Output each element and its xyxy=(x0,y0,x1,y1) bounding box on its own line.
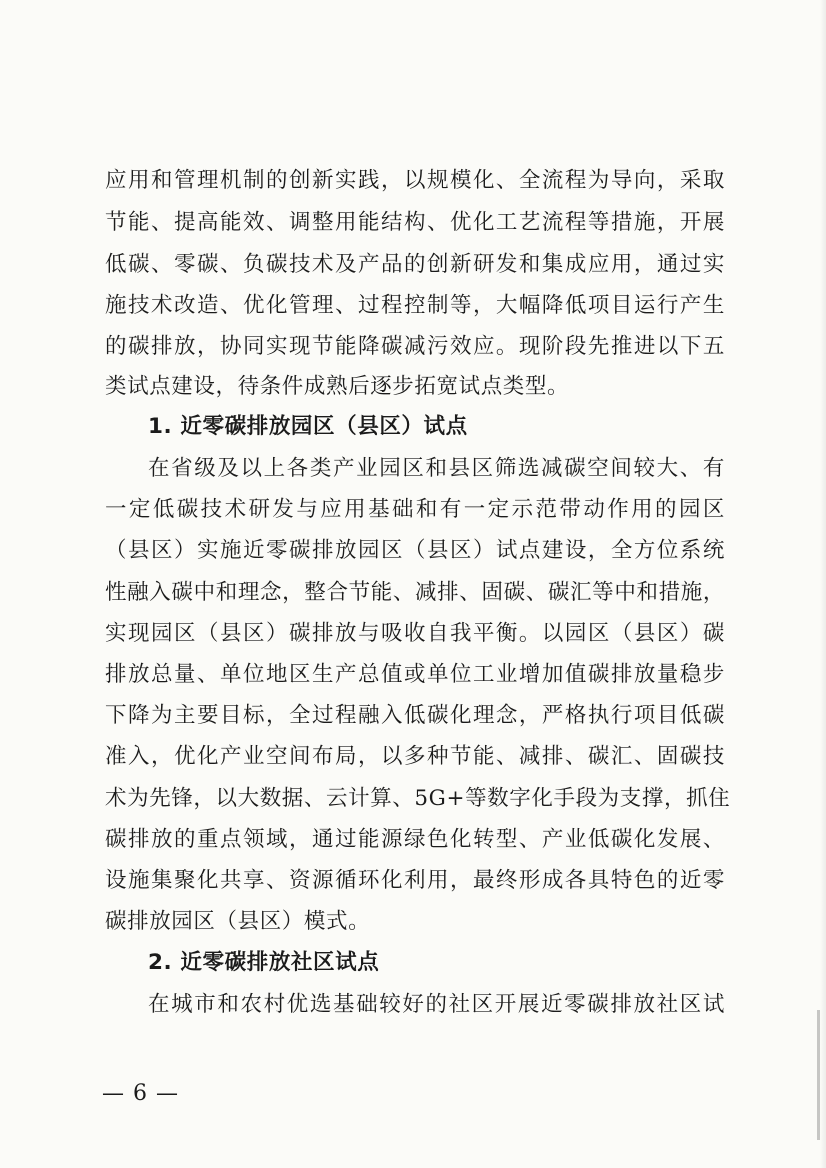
paragraph-line: 性融入碳中和理念，整合节能、减排、固碳、碳汇等中和措施， xyxy=(105,580,725,605)
paragraph-line: 节能、提高能效、调整用能结构、优化工艺流程等措施，开展 xyxy=(105,210,725,235)
section-heading-2: 2. 近零碳排放社区试点 xyxy=(148,950,380,975)
paragraph-line: 设施集聚化共享、资源循环化利用，最终形成各具特色的近零 xyxy=(105,868,725,893)
paragraph-line: 术为先锋，以大数据、云计算、5G+等数字化手段为支撑，抓住 xyxy=(105,786,731,811)
paragraph-line: 施技术改造、优化管理、过程控制等，大幅降低项目运行产生 xyxy=(105,293,725,318)
paragraph-line: 实现园区（县区）碳排放与吸收自我平衡。以园区（县区）碳 xyxy=(105,621,725,646)
paragraph-line: 准入，优化产业空间布局，以多种节能、减排、碳汇、固碳技 xyxy=(105,744,725,769)
paragraph-line: 应用和管理机制的创新实践，以规模化、全流程为导向，采取 xyxy=(105,168,725,193)
paragraph-line: 下降为主要目标，全过程融入低碳化理念，严格执行项目低碳 xyxy=(105,703,725,728)
paragraph-line: 碳排放园区（县区）模式。 xyxy=(105,909,371,934)
paragraph-line: 在城市和农村优选基础较好的社区开展近零碳排放社区试 xyxy=(148,992,725,1017)
paragraph-line: 在省级及以上各类产业园区和县区筛选减碳空间较大、有 xyxy=(148,456,725,481)
paragraph-line: 低碳、零碳、负碳技术及产品的创新研发和集成应用，通过实 xyxy=(105,252,725,277)
paragraph-line: 碳排放的重点领域，通过能源绿色化转型、产业低碳化发展、 xyxy=(105,827,725,852)
paragraph-line: 的碳排放，协同实现节能降碳减污效应。现阶段先推进以下五 xyxy=(105,334,725,359)
scan-artifact-mark xyxy=(817,1010,820,1140)
paragraph-line: 一定低碳技术研发与应用基础和有一定示范带动作用的园区 xyxy=(105,497,725,522)
scan-edge-shadow xyxy=(820,0,826,1168)
section-heading-1: 1. 近零碳排放园区（县区）试点 xyxy=(148,414,468,439)
paragraph-line: 排放总量、单位地区生产总值或单位工业增加值碳排放量稳步 xyxy=(105,662,725,687)
paragraph-line: 类试点建设，待条件成熟后逐步拓宽试点类型。 xyxy=(105,374,570,399)
paragraph-line: （县区）实施近零碳排放园区（县区）试点建设，全方位系统 xyxy=(105,538,725,563)
page-number: — 6 — xyxy=(102,1081,179,1106)
